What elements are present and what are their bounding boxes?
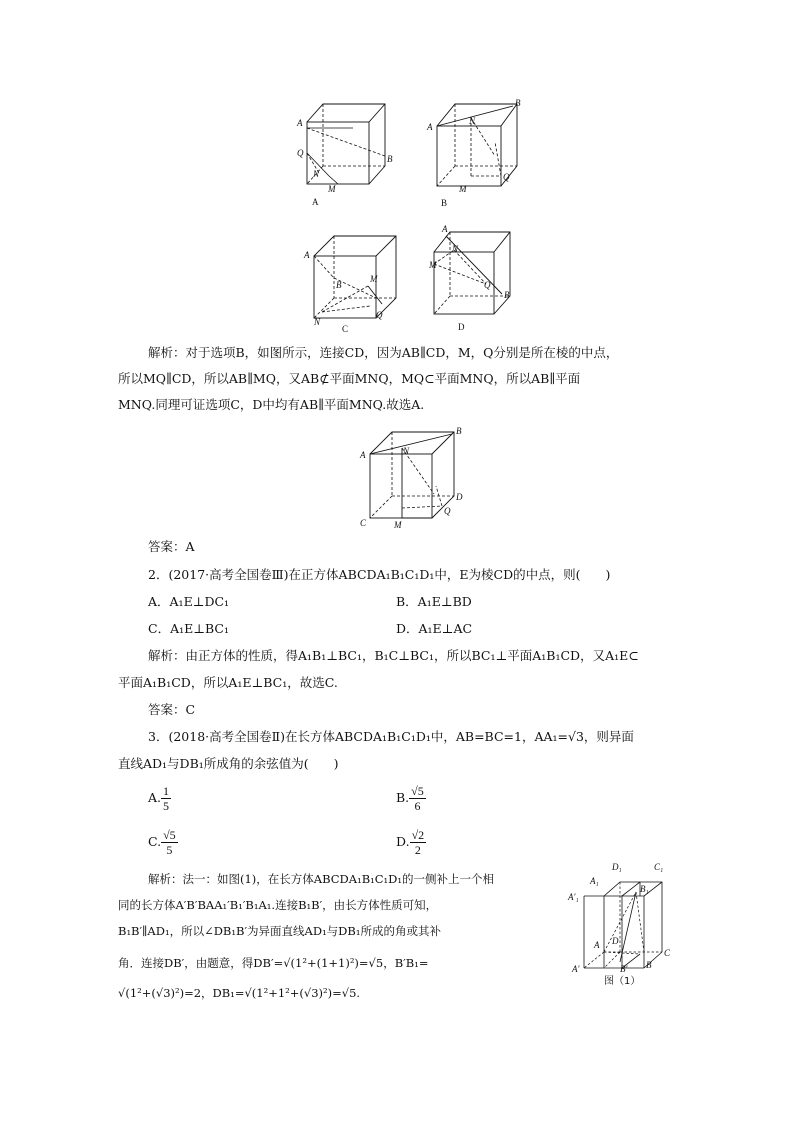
label-b: B [336,280,342,290]
numerator: √5 [411,784,424,798]
numerator: 1 [163,784,170,798]
q3-option-c [148,828,178,857]
q3-analysis-2: 同的长方体A′B′BAA₁′B₁′B₁A₁.连接B₁B′，由长方体性质可知， [118,898,438,912]
label-b: B [515,98,521,108]
q3-stem-2: 直线AD₁与DB₁所成角的余弦值为( ) [118,756,339,771]
label-m: M [328,184,336,194]
q3-option-b [396,784,426,813]
option-label: C. [148,834,162,849]
label-n: N [469,116,476,126]
label-a: A [427,122,433,132]
label-q: Q [376,310,383,320]
denominator: 6 [414,799,421,813]
q3-analysis-4: 角．连接DB′，由题意，得DB′=√(1²+(1+1)²)=√5，B′B₁= [118,956,429,970]
q2-option-c: C．A₁E⊥BC₁ [148,621,229,636]
q2-analysis-2: 平面A₁B₁CD，所以A₁E⊥BC₁，故选C. [118,675,338,690]
q3-stem-1: 3．(2018·高考全国卷Ⅱ)在长方体ABCDA₁B₁C₁D₁中，AB=BC=1，AA₁=√3，则异面 [148,729,634,744]
figure-d [430,222,540,336]
label-n: N [452,244,459,254]
label-a: A [297,118,303,128]
q2-analysis-1: 解析：由正方体的性质，得A₁B₁⊥BC₁，B₁C⊥BC₁，所以BC₁⊥平面A₁B₁CD，又A₁E⊂ [148,648,639,663]
label-m: M [394,520,402,530]
denominator: 2 [414,843,421,857]
label-d1: D₁ [612,862,622,872]
label-m: M [459,184,467,194]
label-a1: A₁ [590,876,599,886]
label-a-prime: A′ [572,964,580,974]
solution-line-1: 解析：对于选项B，如图所示，连接CD，因为AB∥CD，M，Q分别是所在棱的中点， [148,345,619,360]
label-q: Q [503,172,510,182]
label-q: Q [444,506,451,516]
caption-a: A [312,197,319,207]
label-b: B [387,154,393,164]
q3-option-d [396,828,426,857]
q2-option-d: D．A₁E⊥AC [396,621,473,636]
label-b: B [456,426,462,436]
label-q: Q [297,148,304,158]
figure-a [293,98,403,208]
figure-b [425,96,535,208]
label-a: A [304,250,310,260]
label-a: A [594,940,600,950]
q2-option-a: A．A₁E⊥DC₁ [148,594,230,609]
figure-1 [566,856,678,988]
label-m: M [370,274,378,284]
label-c1: C₁ [654,862,664,872]
label-b-prime: B′ [620,964,628,974]
label-a1-prime: A′₁ [568,892,579,902]
label-c: C [664,948,671,958]
q3-analysis-1: 解析：法一：如图(1)，在长方体ABCDA₁B₁C₁D₁的一侧补上一个相 [148,872,494,886]
label-b: B [504,290,510,300]
caption-figure-1: 图（1） [604,976,641,987]
denominator: 5 [163,799,170,813]
numerator: √5 [163,828,176,842]
caption-d: D [458,322,465,332]
label-d: D [456,492,463,502]
answer-1: 答案：A [148,539,195,554]
label-a: A [442,224,448,234]
solution-line-3: MNQ.同理可证选项C，D中均有AB∥平面MNQ.故选A. [118,397,425,412]
option-label: A. [148,790,162,805]
solution-line-2: 所以MQ∥CD，所以AB∥MQ，又AB⊄平面MNQ，MQ⊂平面MNQ，所以AB∥平面 [118,371,581,386]
q3-option-a [148,784,171,813]
denominator: 5 [166,843,173,857]
q3-analysis-5: √(1²+(√3)²)=2，DB₁=√(1²+1²+(√3)²)=√5. [118,986,361,1000]
label-d: D [612,936,619,946]
q2-option-b: B．A₁E⊥BD [396,594,472,609]
label-q: Q [484,280,491,290]
numerator: √2 [411,828,425,842]
label-m: M [429,260,437,270]
label-n: N [314,317,321,327]
label-b: B [646,960,652,970]
label-a: A [360,450,366,460]
label-n: N [403,446,410,456]
solution-figure [358,422,468,532]
caption-c: C [342,324,349,334]
option-label: D. [396,834,410,849]
q2-stem: 2．(2017·高考全国卷Ⅲ)在正方体ABCDA₁B₁C₁D₁中，E为棱CD的中点，则( ) [148,567,611,582]
label-c: C [360,518,367,528]
answer-2: 答案：C [148,702,196,717]
option-label: B. [396,790,410,805]
label-n: N [313,169,320,179]
caption-b: B [441,198,448,208]
figure-c [300,228,410,336]
q3-analysis-3: B₁B′∥AD₁，所以∠DB₁B′为异面直线AD₁与DB₁所成的角或其补 [118,924,441,938]
label-b1: B₁ [640,884,649,894]
